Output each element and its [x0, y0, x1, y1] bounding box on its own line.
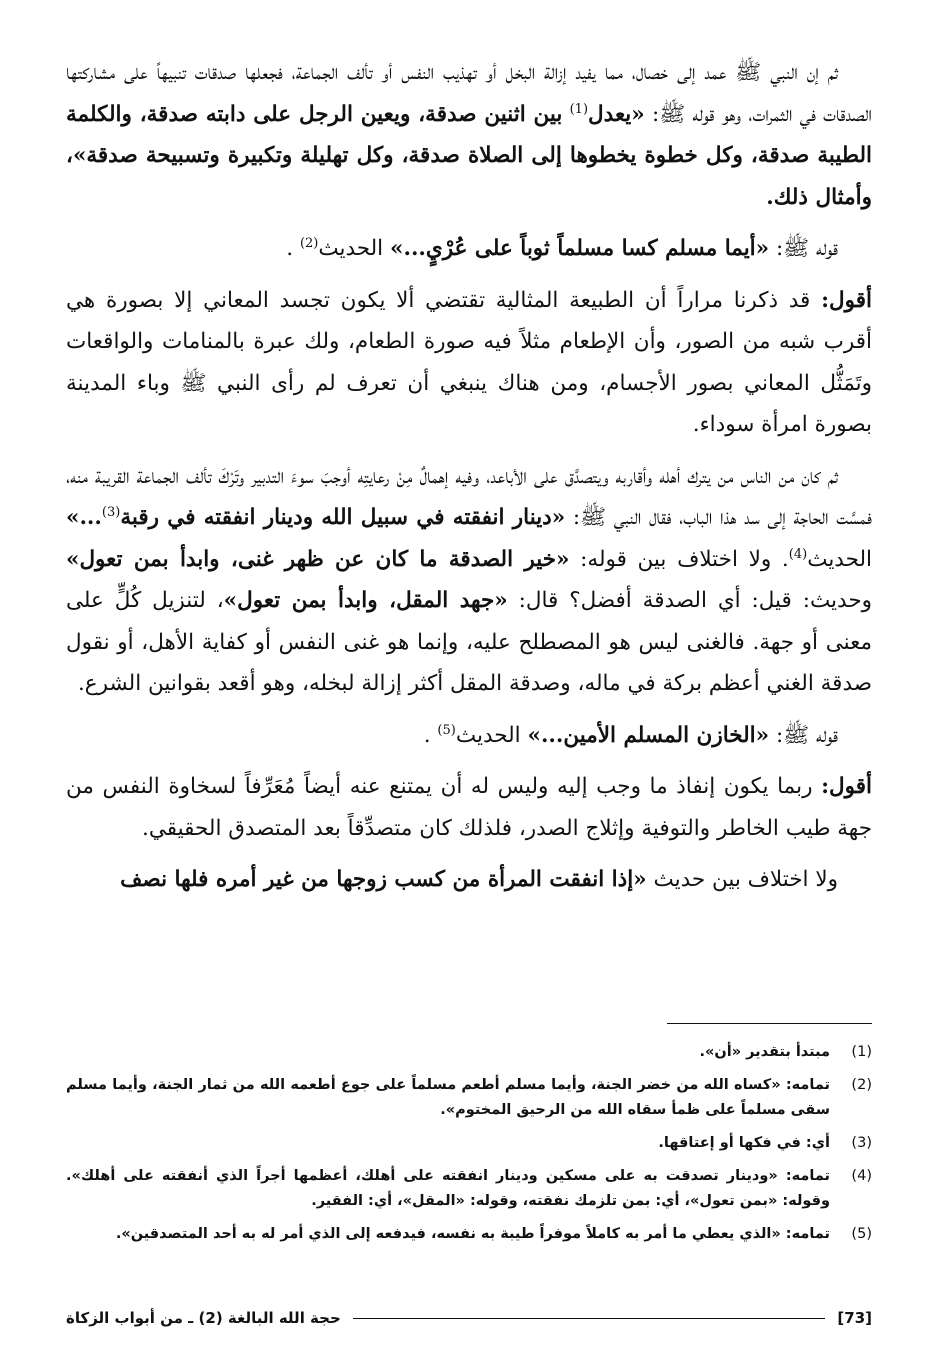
- footnote-number: (5): [851, 1226, 872, 1242]
- paragraph-7: [66, 859, 872, 901]
- paragraph-5: [66, 715, 872, 757]
- footnote-number: (3): [851, 1135, 872, 1151]
- paragraph-text: الحديث: [455, 722, 521, 748]
- footnote-text: تمامه: «الذي يعطي ما أمر به كاملاً موفراً طيبة به نفسه، فيدفعه إلى الذي أمر له به أحد المتصدقين».: [115, 1226, 830, 1242]
- hadith-quote: «خير الصدقة ما كان عن ظهر غنى، وابدأ بمن تعول»: [66, 546, 570, 572]
- paragraph-text: .: [286, 236, 294, 261]
- paragraph-text: قوله ﷺ:: [775, 236, 838, 261]
- footnote-ref[interactable]: (5): [437, 722, 456, 738]
- paragraph-4: [66, 456, 872, 705]
- footer-rule: [353, 1318, 826, 1319]
- footnote-separator: [667, 1023, 872, 1024]
- footnote-ref[interactable]: (2): [299, 235, 319, 251]
- hadith-quote: «جهد المقل، وابدأ بمن تعول»: [223, 588, 508, 613]
- hadith-quote: «دينار انفقته في سبيل الله ودينار انفقته في رقبة: [120, 505, 566, 530]
- running-title: حجة الله البالغة (2) ـ من أبواب الزكاة: [66, 1309, 341, 1327]
- footnote-text: مبتدأ بتقدير «أن».: [699, 1044, 830, 1060]
- hadith-quote: «الخازن المسلم الأمين...»: [527, 722, 770, 748]
- footnote-item: [66, 1164, 872, 1214]
- hadith-quote: «يعدل: [588, 101, 645, 127]
- paragraph-1: [66, 52, 872, 218]
- paragraph-3: [66, 280, 872, 446]
- paragraph-6: [66, 766, 872, 849]
- paragraph-text: ربما يكون إنفاذ ما وجب إليه وليس له أن يمتنع عنه أيضاً مُعَرِّفاً لسخاوة النفس من جهة طيب الخاطر والتوفية وإثلاج الصدر، فلذلك كان متصدِّقاً بعد المتصدق الحقيقي.: [66, 774, 872, 841]
- paragraph-text: ثم كان من الناس من يترك أهله وأقاربه ويتصدَّق على الأباعد، وفيه إهمالٌ مِنْ رعايتِه أوجبَ سوءَ التدبير وتَرْكَ تألف الجماعة القريبة منه، فمسَّت الحاجة إلى سد هذا الباب، فقال النبي ﷺ:: [66, 463, 872, 530]
- paragraph-text: ثم إن النبي ﷺ عمد إلى خصال، مما يفيد إزالة البخل أو تهذيب النفس أو تألف الجماعة، فجعلها صدقات تنبيهاً على مشاركتها الصدقات في الثمرات، وهو قوله ﷺ:: [66, 60, 872, 127]
- footnote-item: [66, 1131, 872, 1156]
- paragraph-text: .: [423, 722, 431, 748]
- paragraph-text: الحديث: [807, 546, 872, 572]
- page-number: [73]: [837, 1309, 872, 1327]
- footnote-number: (2): [851, 1077, 872, 1093]
- page-footer: [66, 1305, 872, 1331]
- hadith-quote: «أيما مسلم كسا مسلماً ثوباً على عُرْيٍ...»: [390, 236, 770, 261]
- footnote-item: [66, 1073, 872, 1123]
- paragraph-text: وحديث: قيل: أي الصدقة أفضل؟ قال:: [518, 588, 872, 613]
- paragraph-lead: أقول:: [821, 287, 872, 313]
- hadith-quote: ...»: [66, 505, 102, 530]
- footnotes: [66, 1040, 872, 1255]
- paragraph-text: ولا اختلاف بين حديث: [653, 867, 838, 892]
- paragraph-text: قوله ﷺ:: [775, 722, 838, 748]
- hadith-quote: بين اثنين صدقة، ويعين الرجل على دابته صدقة، والكلمة الطيبة صدقة، وكل خطوة يخطوها إلى الصلاة صدقة، وكل تهليلة وتكبيرة وتسبيحة صدقة»، وأمثال ذلك.: [66, 101, 872, 210]
- paragraph-text: ، لتنزيل كُلٍّ على معنى أو جهة. فالغنى ليس هو المصطلح عليه، وإنما هو غنى النفس أو كفاية الأهل، أو نقول صدقة الغني أعظم بركة في ماله، وصدقة المقل أكثر إزالة لبخله، وهو أقعد بقوانين الشرع.: [66, 588, 872, 696]
- footnote-number: (4): [851, 1168, 872, 1184]
- paragraph-2: [66, 228, 872, 270]
- footnote-item: [66, 1222, 872, 1247]
- footnote-ref[interactable]: (4): [788, 546, 808, 562]
- paragraph-text: قد ذكرنا مراراً أن الطبيعة المثالية تقتضي ألا يكون تجسد المعاني إلا بصورة هي أقرب شبه من الصور، وأن الإطعام مثلاً فيه صورة الطعام، ولك عبرة بالمنامات والواقعات وتَمَثُّل المعاني بصور الأجسام، ومن هناك ينبغي أن تعرف لم رأى النبي ﷺ وباء المدينة بصورة امرأة سوداء.: [66, 287, 872, 437]
- paragraph-text: الحديث: [318, 236, 384, 261]
- footnote-item: [66, 1040, 872, 1065]
- hadith-quote: «إذا انفقت المرأة من كسب زوجها من غير أمره فلها نصف: [120, 867, 647, 892]
- footnote-ref[interactable]: (3): [101, 504, 121, 520]
- footnote-ref[interactable]: (1): [569, 101, 589, 117]
- paragraph-lead: أقول:: [821, 774, 873, 799]
- footnote-text: تمامه: «ودينار تصدقت به على مسكين ودينار انفقته على أهلك، أعظمها أجراً الذي أنفقته على أهلك». وقوله: «بمن تعول»، أي: بمن تلزمك نفقته، وقوله: «المقل»، أي: الفقير.: [66, 1168, 830, 1209]
- footnote-text: أي: في فكها أو إعتاقها.: [658, 1135, 830, 1151]
- main-text: [66, 52, 872, 907]
- footnote-text: تمامه: «كساه الله من خضر الجنة، وأيما مسلم أطعم مسلماً على جوع أطعمه الله من ثمار الجنة، وأيما مسلم سقى مسلماً على ظمأ سقاه الله من الرحيق المختوم».: [66, 1077, 830, 1118]
- paragraph-text: . ولا اختلاف بين قوله:: [580, 546, 789, 572]
- footnote-number: (1): [851, 1044, 872, 1060]
